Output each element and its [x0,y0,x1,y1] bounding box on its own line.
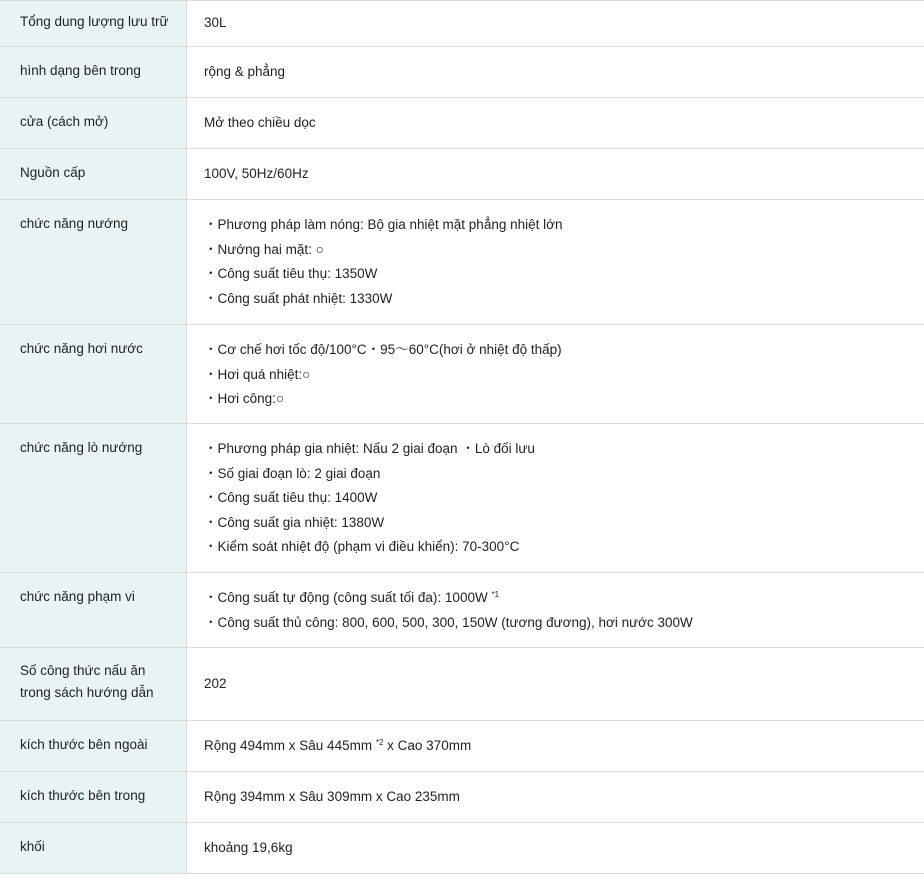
spec-line: ・Công suất tiêu thụ: 1350W [204,266,378,281]
spec-line: ・Phương pháp gia nhiệt: Nấu 2 giai đoạn ・Lò đối lưu [204,441,535,456]
spec-line: ・Công suất tiêu thụ: 1400W [204,490,378,505]
spec-value [187,424,924,572]
spec-row-capacity [0,1,924,47]
spec-label: chức năng phạm vi [0,573,187,647]
spec-line: ・Công suất tự động (công suất tối đa): 1000W $^{*1}$ [204,590,500,605]
spec-line: ・Kiểm soát nhiệt độ (phạm vi điều khiển): 70-300°C [204,539,520,554]
spec-label: Số công thức nấu ăn trong sách hướng dẫn [0,648,187,720]
spec-value: 100V, 50Hz/60Hz [204,165,309,181]
spec-line: ・Hơi công:○ [204,391,285,406]
spec-row-oven [0,424,924,573]
spec-line: ・Cơ chế hơi tốc độ/100°C・95～60°C(hơi ở nhiệt độ thấp) [204,342,562,357]
spec-value: Mở theo chiều dọc [204,114,316,130]
spec-row-steam [0,325,924,424]
spec-row-weight [0,823,924,874]
spec-line: ・Công suất thủ công: 800, 600, 500, 300, 150W (tương đương), hơi nước 300W [204,614,693,630]
spec-label: cửa (cách mở) [0,98,187,148]
spec-row-recipes [0,648,924,721]
spec-line: ・Công suất phát nhiệt: 1330W [204,290,393,306]
spec-value: Rộng 394mm x Sâu 309mm x Cao 235mm [204,788,460,804]
footnote-mark: *2 [375,737,384,747]
spec-line: ・Phương pháp làm nóng: Bộ gia nhiệt mặt phẳng nhiệt lớn [204,217,563,232]
spec-label: chức năng lò nướng [0,424,187,572]
spec-label: khối [0,823,187,873]
spec-row-inner-dimensions [0,772,924,823]
spec-label: hình dạng bên trong [0,47,187,97]
spec-label: kích thước bên ngoài [0,721,187,771]
spec-row-range [0,573,924,648]
spec-line: ・Số giai đoạn lò: 2 giai đoạn [204,465,381,481]
spec-line: ・Hơi quá nhiệt:○ [204,366,311,382]
spec-label: Nguồn cấp [0,149,187,199]
spec-value [187,325,924,423]
spec-line: ・Nướng hai mặt: ○ [204,241,324,257]
spec-value: khoảng 19,6kg [204,839,293,855]
footnote-mark: *1 [491,590,500,599]
spec-line: ・Công suất gia nhiệt: 1380W [204,514,385,530]
spec-label: chức năng nướng [0,200,187,324]
spec-row-outer-dimensions [0,721,924,772]
spec-label: kích thước bên trong [0,772,187,822]
spec-row-power-supply [0,149,924,200]
spec-row-interior-shape [0,47,924,98]
spec-value: Rộng 494mm x Sâu 445mm $^{*2}$ x Cao 370mm [204,737,472,753]
spec-label: chức năng hơi nước [0,325,187,423]
spec-value [187,573,924,647]
spec-value [187,200,924,324]
spec-value: 202 [204,675,227,691]
spec-row-door [0,98,924,149]
spec-label: Tổng dung lượng lưu trữ [0,1,187,46]
spec-row-grill [0,200,924,325]
spec-value: 30L [204,15,227,31]
spec-value: rộng & phẳng [204,63,286,79]
